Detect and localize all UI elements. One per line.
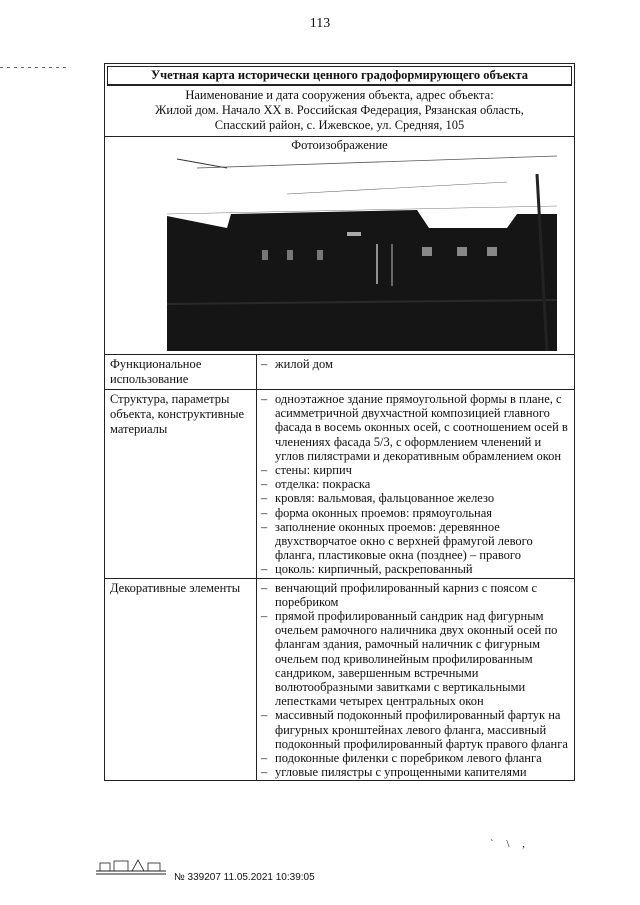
- photo-block: [105, 137, 574, 355]
- table-row: [105, 579, 574, 781]
- scan-edge-mark: [0, 67, 70, 68]
- list-item: – жилой дом: [259, 357, 570, 371]
- list-item: – прямой профилированный сандрик над фигурным очельем рамочного наличника двух оконный осей по флангам здания, рамочный наличник с фигурным очельем под криволинейным профилированным сандриком, завершенным встречными волютообразными завитками с вертикальными лепестками четырех центральных окон: [259, 609, 570, 708]
- document-registration-id: № 339207 11.05.2021 10:39:05: [174, 872, 315, 883]
- building-photo: [167, 154, 557, 351]
- list-item: – подоконные филенки с поребриком левого фланга: [259, 751, 570, 765]
- object-name-label: Наименование и дата сооружения объекта, адрес объекта:: [185, 88, 494, 102]
- list-item: – заполнение оконных проемов: деревянное двухстворчатое окно с верхней фрамугой левого фланга, пластиковые окна (позднее) – правого: [259, 520, 570, 563]
- registry-seal-icon: [96, 857, 166, 875]
- registration-card: [104, 63, 575, 781]
- list-item: – одноэтажное здание прямоугольной формы в плане, с асимметричной двухчастной композицией главного фасада в восемь оконных осей, с соотношением осей в членениях фасада 5/3, с оформлением членений и углов пилястрами и декоративным обрамлением окон: [259, 392, 570, 463]
- row-items: [257, 355, 574, 389]
- list-item: – цоколь: кирпичный, раскрепованный: [259, 562, 570, 576]
- photo-label: Фотоизображение: [291, 138, 388, 152]
- row-items: [257, 390, 574, 578]
- object-name-line-2: Спасский район, с. Ижевское, ул. Средняя, 105: [214, 118, 465, 132]
- table-row: [105, 390, 574, 579]
- scan-marks: ` \ ,: [490, 838, 530, 850]
- list-item: – венчающий профилированный карниз с поясом с поребриком: [259, 581, 570, 609]
- object-name-block: [105, 86, 574, 137]
- list-item: – стены: кирпич: [259, 463, 570, 477]
- card-title: Учетная карта исторически ценного градоформирующего объекта: [107, 66, 572, 86]
- row-label: Функциональное использование: [105, 355, 257, 389]
- row-label: Структура, параметры объекта, конструктивные материалы: [105, 390, 257, 578]
- list-item: – угловые пилястры с упрощенными капителями: [259, 765, 570, 779]
- page-number: 113: [309, 16, 331, 31]
- row-label: Декоративные элементы: [105, 579, 257, 781]
- list-item: – форма оконных проемов: прямоугольная: [259, 506, 570, 520]
- list-item: – массивный подоконный профилированный фартук на фигурных кронштейнах левого фланга, массивный подоконный профилированный фартук правого фланга: [259, 708, 570, 751]
- row-items: [257, 579, 574, 781]
- object-name-line-1: Жилой дом. Начало XX в. Российская Федерация, Рязанская область,: [155, 103, 524, 117]
- list-item: – отделка: покраска: [259, 477, 570, 491]
- list-item: – кровля: вальмовая, фальцованное железо: [259, 491, 570, 505]
- building-photo-image: [167, 154, 557, 351]
- table-row: [105, 355, 574, 390]
